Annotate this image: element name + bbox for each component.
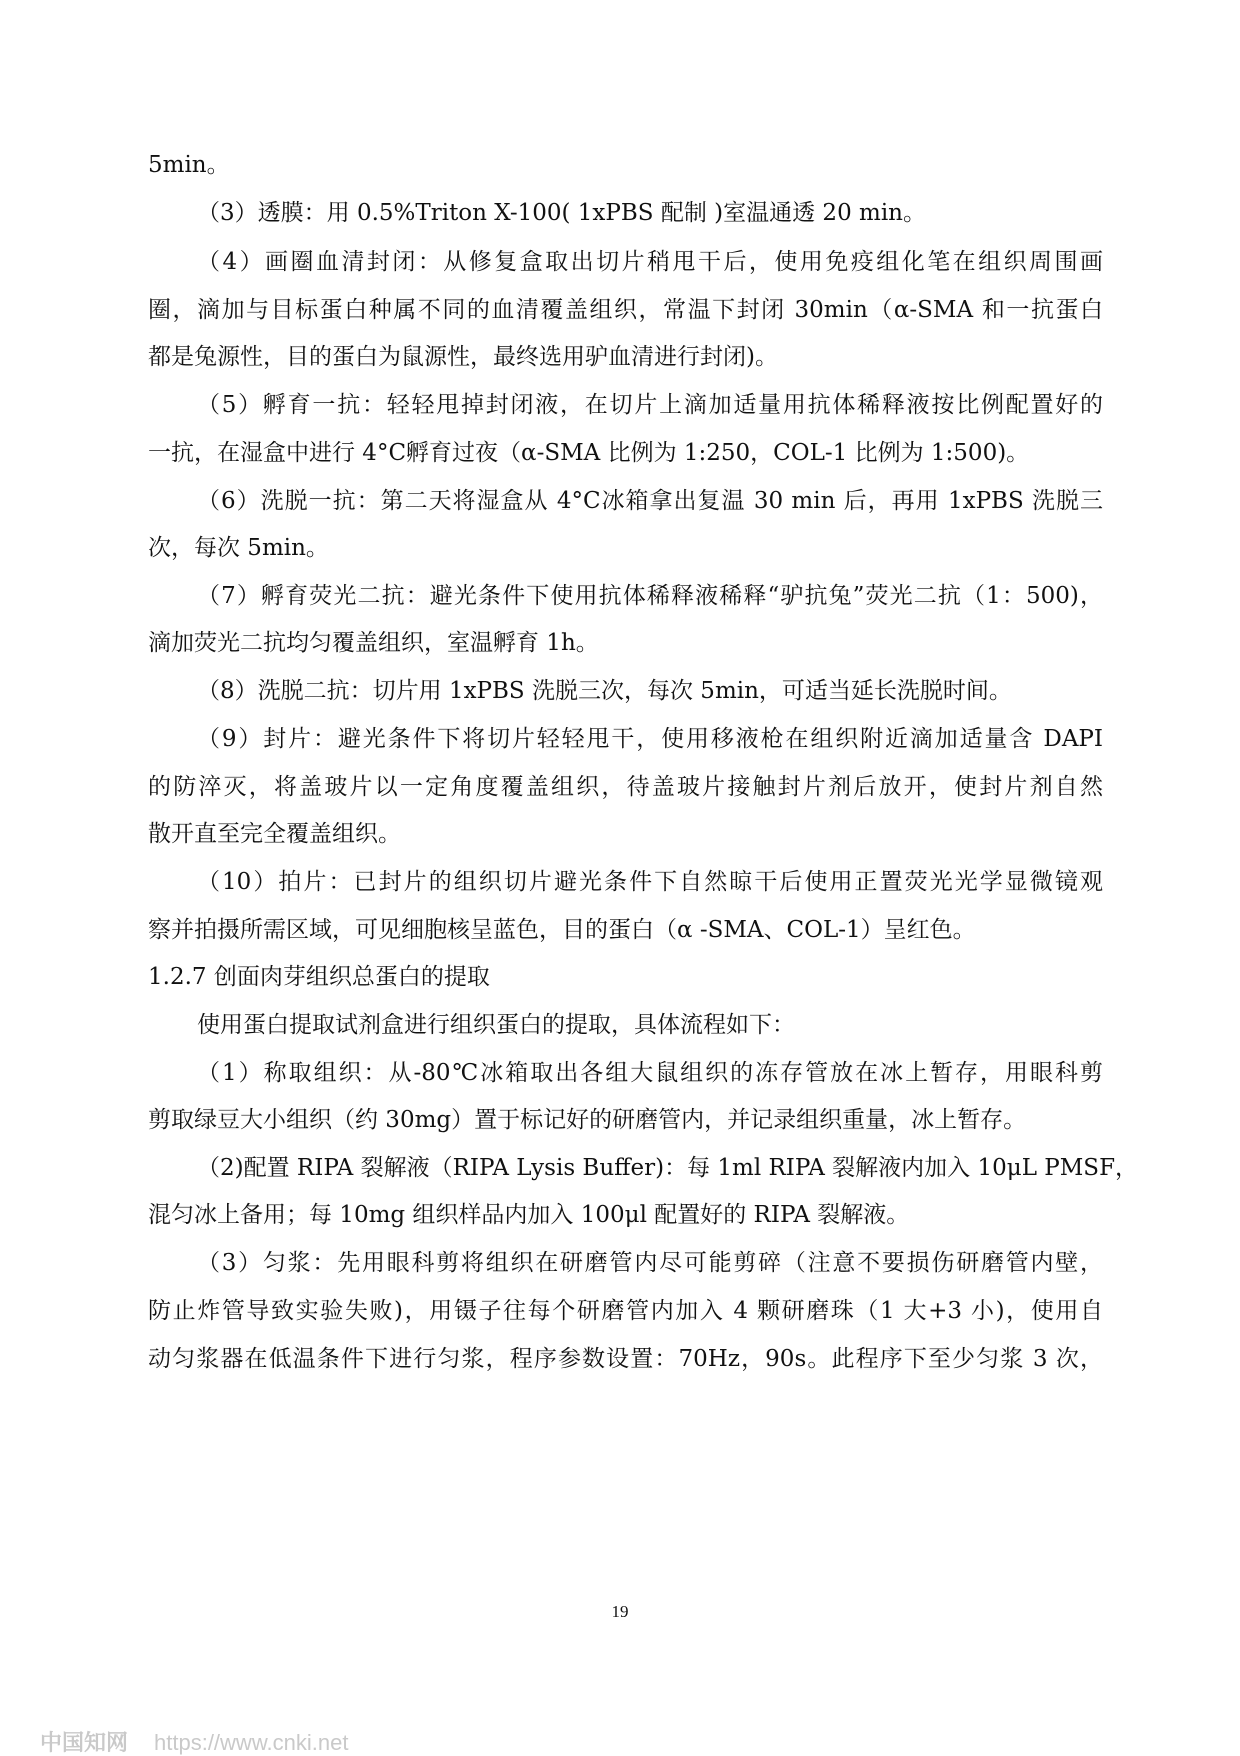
text-line: 防止炸管导致实验失败)，用镊子往每个研磨管内加入 4 颗研磨珠（1 大+3 小)，使用自 — [148, 1298, 1103, 1324]
text-line: （9）封片：避光条件下将切片轻轻甩干，使用移液枪在组织附近滴加适量含 DAPI — [197, 726, 1103, 752]
section-heading: 1.2.7 创面肉芽组织总蛋白的提取 — [148, 964, 490, 990]
text-line: 圈，滴加与目标蛋白种属不同的血清覆盖组织，常温下封闭 30min（α-SMA 和一抗蛋白 — [148, 297, 1103, 323]
text-line: （5）孵育一抗：轻轻甩掉封闭液，在切片上滴加适量用抗体稀释液按比例配置好的 — [197, 392, 1103, 418]
text-line: 动匀浆器在低温条件下进行匀浆，程序参数设置：70Hz，90s。此程序下至少匀浆 3 次， — [148, 1346, 1103, 1372]
text-line: 都是兔源性，目的蛋白为鼠源性，最终选用驴血清进行封闭)。 — [148, 344, 778, 370]
watermark — [40, 1730, 348, 1756]
text-line: 混匀冰上备用；每 10mg 组织样品内加入 100μl 配置好的 RIPA 裂解液。 — [148, 1202, 910, 1228]
text-line: （2)配置 RIPA 裂解液（RIPA Lysis Buffer)：每 1ml RIPA 裂解液内加入 10μL PMSF， — [197, 1155, 1139, 1181]
watermark-url: https://www.cnki.net — [154, 1730, 349, 1755]
text-line: （10）拍片：已封片的组织切片避光条件下自然晾干后使用正置荧光光学显微镜观 — [197, 869, 1103, 895]
text-line: 的防淬灭，将盖玻片以一定角度覆盖组织，待盖玻片接触封片剂后放开，使封片剂自然 — [148, 774, 1103, 800]
text-line: 滴加荧光二抗均匀覆盖组织，室温孵育 1h。 — [148, 630, 599, 656]
text-line: （8）洗脱二抗：切片用 1xPBS 洗脱三次，每次 5min，可适当延长洗脱时间。 — [197, 678, 1012, 704]
text-line: 次，每次 5min。 — [148, 535, 329, 561]
page-number: 19 — [611, 1602, 629, 1621]
text-line: （3）透膜：用 0.5%Triton X-100( 1xPBS 配制 )室温通透 20 min。 — [197, 200, 926, 226]
text-line: 散开直至完全覆盖组织。 — [148, 821, 401, 847]
text-line: 剪取绿豆大小组织（约 30mg）置于标记好的研磨管内，并记录组织重量，冰上暂存。 — [148, 1107, 1027, 1133]
text-line: （7）孵育荧光二抗：避光条件下使用抗体稀释液稀释“驴抗兔”荧光二抗（1：500)， — [197, 583, 1103, 609]
text-line: （3）匀浆：先用眼科剪将组织在研磨管内尽可能剪碎（注意不要损伤研磨管内壁， — [197, 1250, 1103, 1276]
text-line: 5min。 — [148, 152, 230, 178]
text-line: （6）洗脱一抗：第二天将湿盒从 4°C冰箱拿出复温 30 min 后，再用 1xPBS 洗脱三 — [197, 488, 1103, 514]
text-line: 一抗，在湿盒中进行 4°C孵育过夜（α-SMA 比例为 1:250，COL-1 比例为 1:500)。 — [148, 440, 1030, 466]
text-line: （4）画圈血清封闭：从修复盒取出切片稍甩干后，使用免疫组化笔在组织周围画 — [197, 249, 1103, 275]
watermark-brand: 中国知网 — [40, 1730, 129, 1755]
text-line: 使用蛋白提取试剂盒进行组织蛋白的提取，具体流程如下： — [197, 1012, 795, 1038]
text-line: 察并拍摄所需区域，可见细胞核呈蓝色，目的蛋白（α -SMA、COL-1）呈红色。 — [148, 917, 976, 943]
text-line: （1）称取组织：从-80℃冰箱取出各组大鼠组织的冻存管放在冰上暂存，用眼科剪 — [197, 1060, 1103, 1086]
